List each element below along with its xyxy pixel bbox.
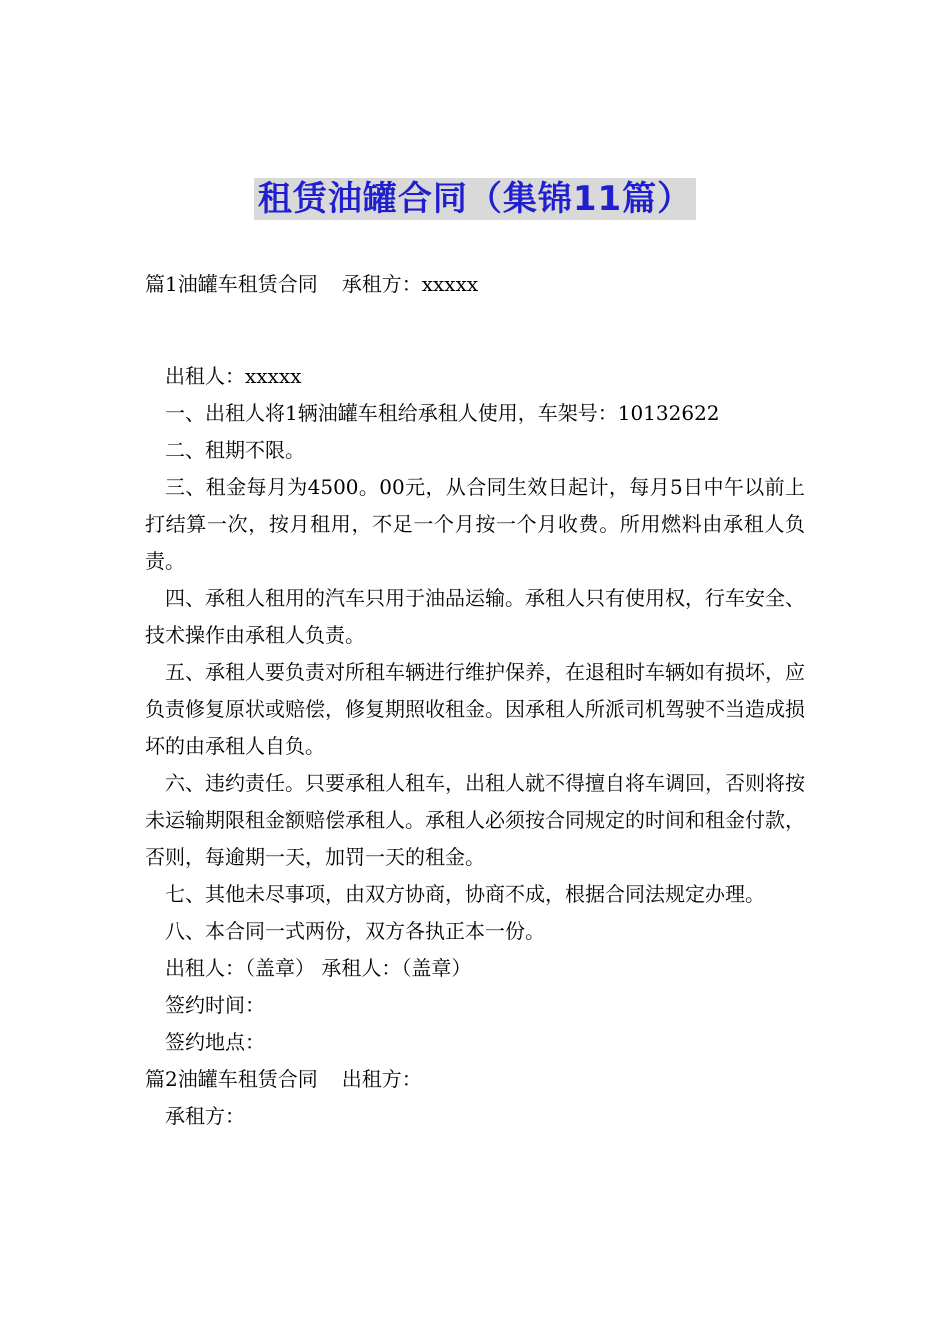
- section-2-heading: 篇2油罐车租赁合同: [145, 1067, 318, 1091]
- section-1-lessor: 出租人：xxxxx: [165, 364, 302, 388]
- document-title: 租赁油罐合同（集锦11篇）: [254, 178, 696, 220]
- sign-time: 签约时间：: [165, 993, 265, 1017]
- section-2-heading-line: [145, 1061, 805, 1098]
- signature-line: 出租人：（盖章） 承租人：（盖章）: [165, 956, 472, 980]
- blank-gap: [145, 303, 805, 358]
- clause-1: 一、出租人将1辆油罐车租给承租人使用，车架号：10132622: [165, 401, 720, 425]
- clause-2: 二、租期不限。: [165, 438, 305, 462]
- clause-3: 三、租金每月为4500。00元，从合同生效日起计，每月5日中午以前上打结算一次，按月租用，不足一个月按一个月收费。所用燃料由承租人负责。: [145, 475, 805, 573]
- clause-4: 四、承租人租用的汽车只用于油品运输。承租人只有使用权，行车安全、技术操作由承租人负责。: [145, 586, 805, 647]
- clause-7: 七、其他未尽事项，由双方协商，协商不成，根据合同法规定办理。: [165, 882, 765, 906]
- clause-6: 六、违约责任。只要承租人租车，出租人就不得擅自将车调回，否则将按未运输期限租金额赔偿承租人。承租人必须按合同规定的时间和租金付款，否则，每逾期一天，加罚一天的租金。: [145, 771, 805, 869]
- section-1-heading-line: [145, 266, 805, 303]
- title-container: [0, 178, 950, 220]
- section-1-lessee: 承租方：xxxxx: [341, 272, 479, 296]
- document-body: [145, 266, 805, 1135]
- section-1-heading: 篇1油罐车租赁合同: [145, 272, 318, 296]
- section-2-lessee: 承租方：: [165, 1104, 245, 1128]
- clause-8: 八、本合同一式两份，双方各执正本一份。: [165, 919, 545, 943]
- sign-place: 签约地点：: [165, 1030, 265, 1054]
- clause-5: 五、承租人要负责对所租车辆进行维护保养，在退租时车辆如有损坏，应负责修复原状或赔偿，修复期照收租金。因承租人所派司机驾驶不当造成损坏的由承租人自负。: [145, 660, 805, 758]
- section-2-lessor: 出租方：: [341, 1067, 422, 1091]
